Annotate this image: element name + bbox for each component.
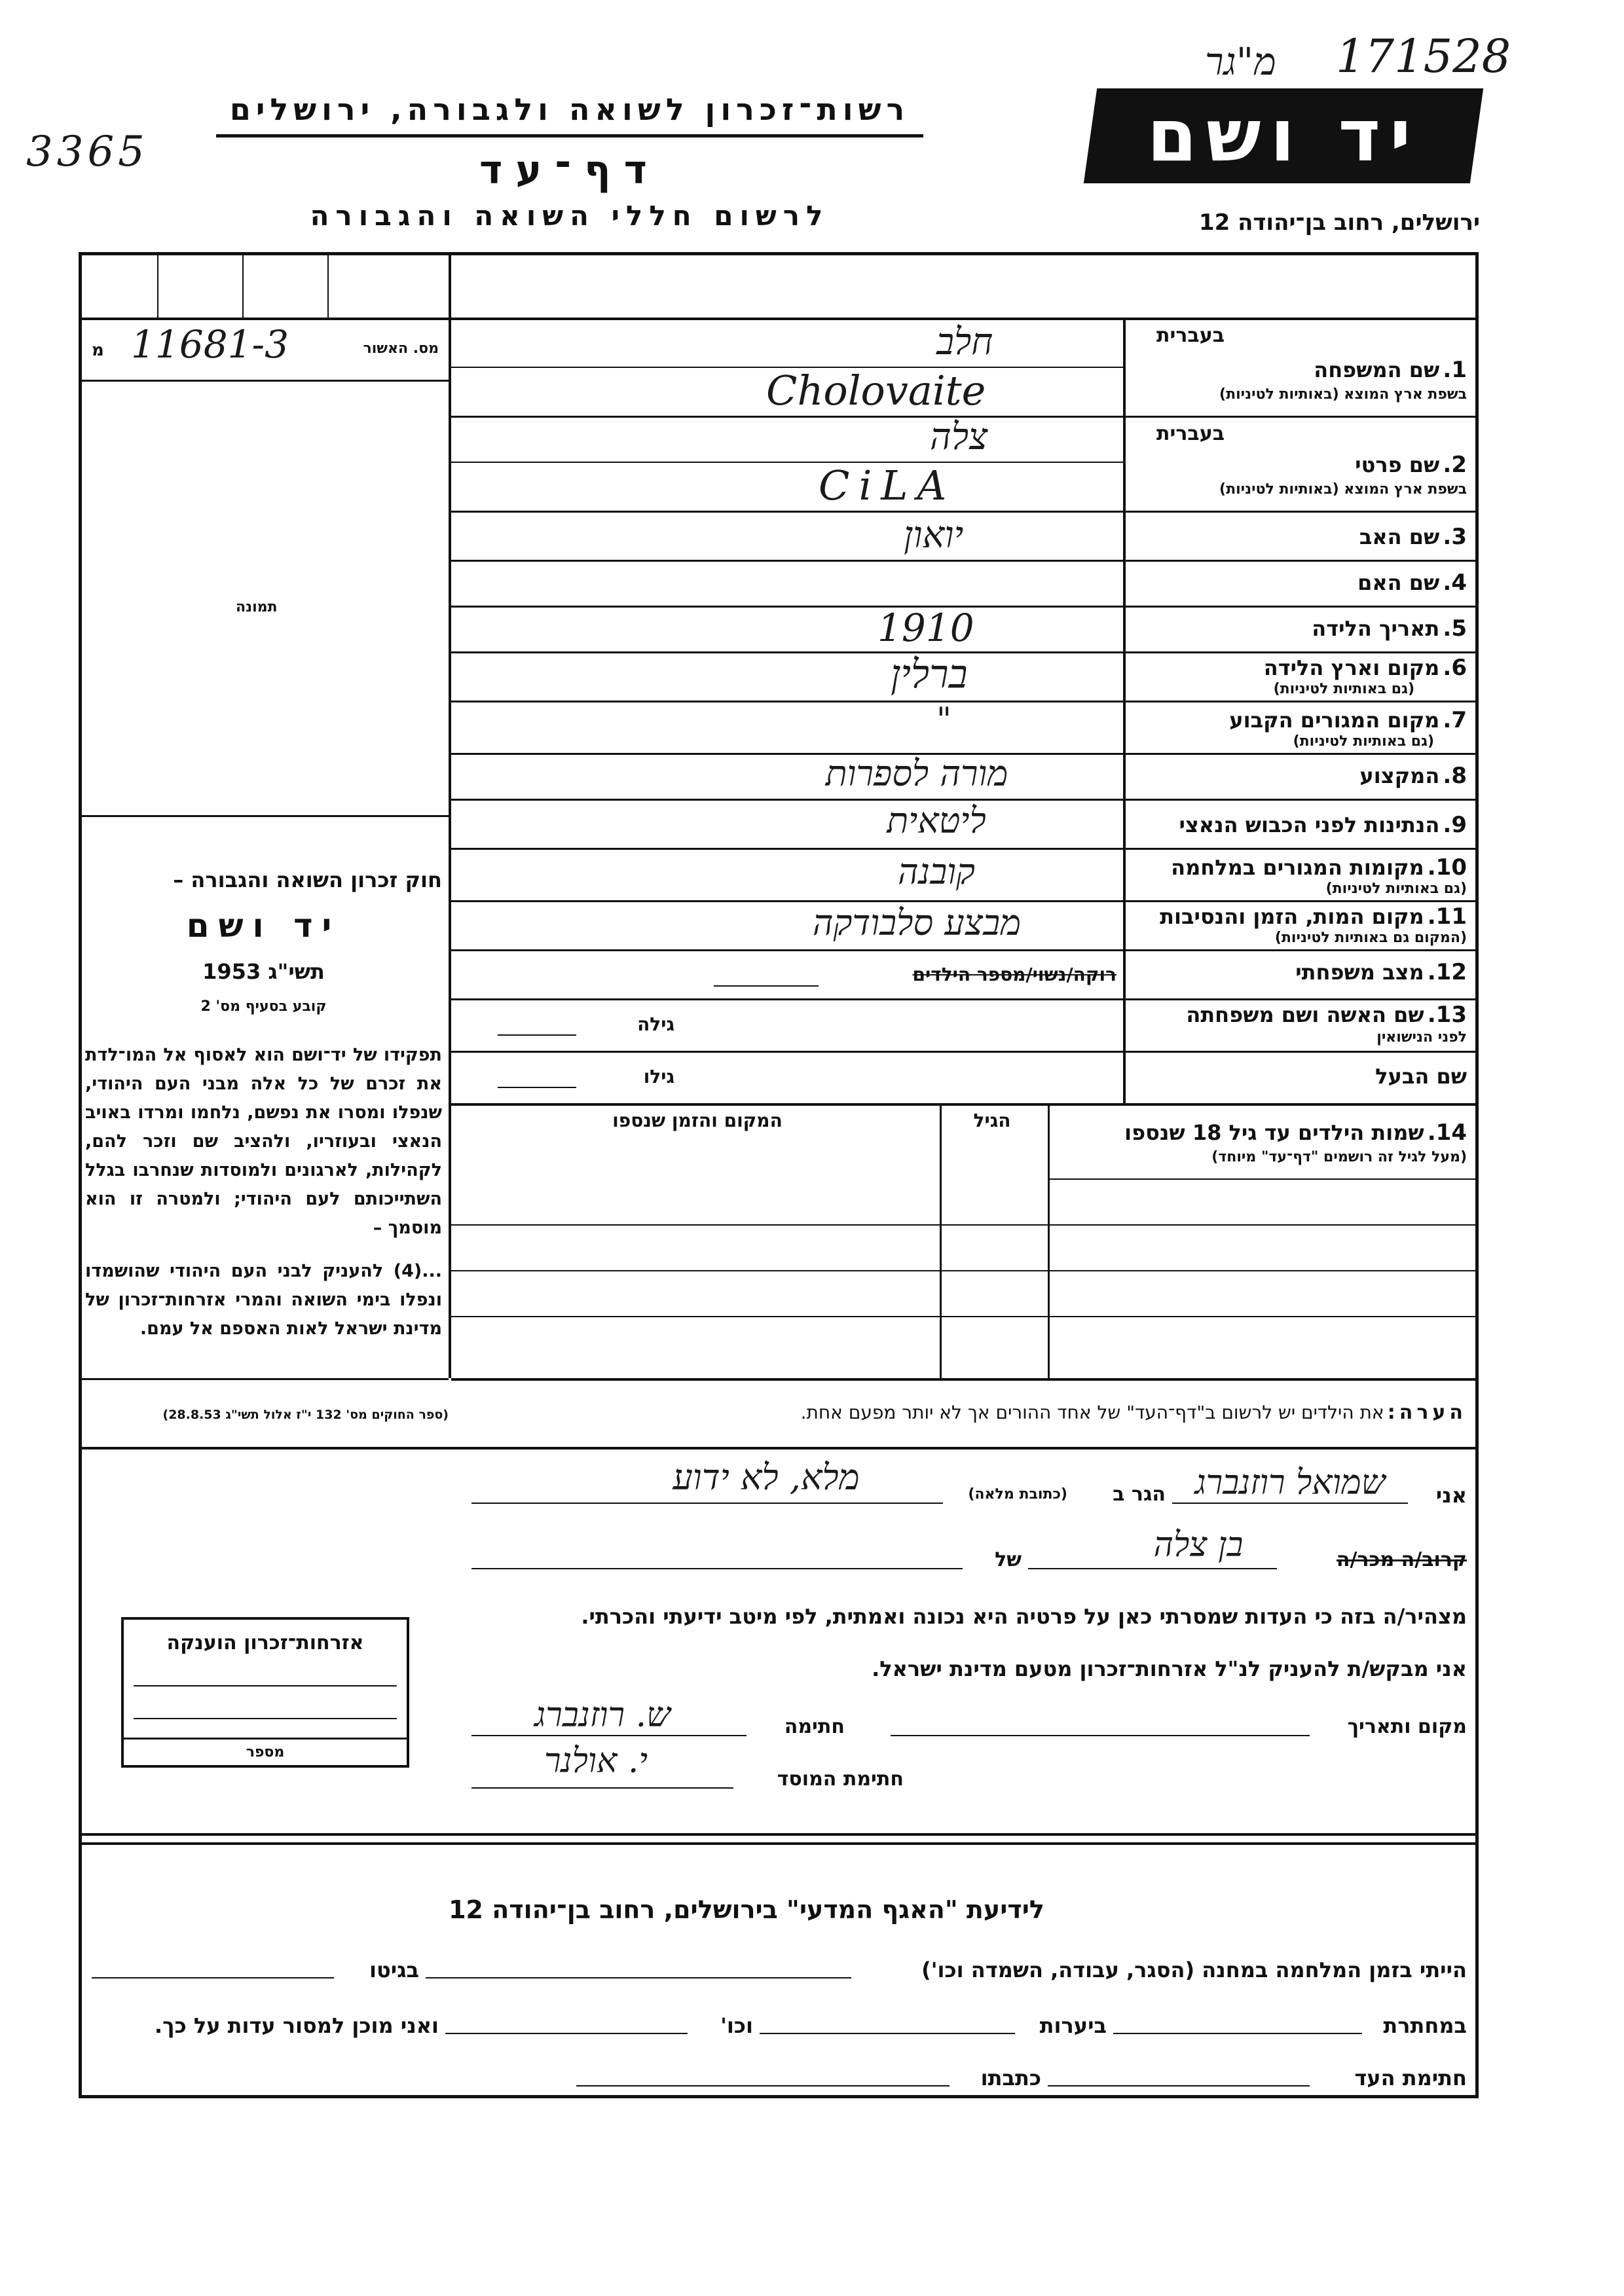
law-text-2: ...(4) להעניק לבני העם היהודי שהושמדו ונפלו בימי השואה והמרי אזרחות־זכרון של מדינת ישראל לאות האספם אל עמם. xyxy=(85,1261,442,1339)
birth-place: ברלין xyxy=(891,651,968,697)
law-title: חוק זכרון השואה והגבורה – xyxy=(173,867,442,892)
children-place-header: המקום והזמן שנספו xyxy=(612,1110,783,1131)
attestor-signature: י. אולנר xyxy=(544,1741,648,1781)
death-place-circumstances: מבצע סלבודקה xyxy=(812,902,1022,943)
field-4-label xyxy=(1133,570,1467,596)
field-7-number: 7. xyxy=(1443,707,1467,733)
field-8-label xyxy=(1133,763,1467,789)
law-source: (ספר החוקים מס' 132 י"ז אלול תשי"ג 28.8.53) xyxy=(162,1408,449,1422)
family-name-hebrew: חלב xyxy=(936,321,993,363)
field-11-label xyxy=(1133,903,1467,930)
field-6-number: 6. xyxy=(1443,655,1467,681)
field-2-label xyxy=(1133,452,1467,478)
field-14-name: שמות הילדים עד גיל 18 שנספו xyxy=(1124,1120,1424,1145)
law-year: תשי"ג 1953 xyxy=(202,959,325,984)
field-2-sublabel: בשפת ארץ המוצא (באותיות לטיניות) xyxy=(1219,481,1467,498)
field-10-name: מקומות המגורים במלחמה xyxy=(1171,855,1424,880)
marital-status: רוקה/נשוי/מספר הילדים xyxy=(912,964,1116,985)
husband-age-label: גילו xyxy=(643,1066,674,1087)
permanent-residence: " xyxy=(936,701,951,738)
first-name-hebrew: צלה xyxy=(930,416,988,458)
relative-label: קרוב/ה מכר/ה xyxy=(1336,1548,1467,1571)
field-11-sublabel: (המקום גם באותיות לטיניות) xyxy=(1274,930,1467,946)
note-text: את הילדים יש לרשום ב"דף־העד" של אחד ההורים אך לא יותר מפעם אחת. xyxy=(800,1402,1384,1423)
field-9-name: הנתינות לפני הכבוש הנאצי xyxy=(1179,812,1440,837)
field-13-label xyxy=(1133,1002,1467,1028)
law-section: קובע בסעיף מס' 2 xyxy=(200,998,327,1015)
logo-text: יד ושם xyxy=(1147,94,1420,177)
field-3-label xyxy=(1133,524,1467,550)
children-age-header: הגיל xyxy=(973,1110,1011,1131)
footer-testimony-label: ואני מוכן למסור עדות על כך. xyxy=(154,2013,439,2038)
field-10-sublabel: (גם באותיות לטיניות) xyxy=(1325,881,1467,897)
field-1-hebrew-tag: בעברית xyxy=(1156,324,1225,347)
footer-witness-signature-label: חתימת העד xyxy=(1354,2066,1467,2090)
field-14-number: 14. xyxy=(1427,1120,1467,1146)
note xyxy=(458,1401,1467,1424)
field-8-number: 8. xyxy=(1443,763,1467,789)
field-1-sublabel: בשפת ארץ המוצא (באותיות לטיניות) xyxy=(1219,386,1467,403)
field-6-name: מקום וארץ הלידה xyxy=(1263,655,1440,680)
wife-age-label: גילה xyxy=(637,1013,674,1035)
law-text-1: תפקידו של יד־ושם הוא לאסוף אל המו־לדת את זכרם של כל אלה מבני העם היהודי, שנפלו ומסרו את נפשם, נלחמו ומרדו באויב הנאצי ובעוזריו, ולהציב שם וזכר להם, לקהילות, לארגונים ולמוסדות שנחרבו בגלל השתייכותם לעם היהודי; ולמטרה זו הוא מוסמך – xyxy=(85,1045,442,1238)
footer-camp-label: הייתי בזמן המלחמה במחנה (הסגר, עבודה, השמדה וכו') xyxy=(921,1958,1467,1982)
field-12-label xyxy=(1133,959,1467,985)
statement-2: אני מבקש/ת להעניק לנ"ל אזרחות־זכרון מטעם מדינת ישראל. xyxy=(872,1656,1467,1681)
authority-name: רשות־זכרון לשואה ולגבורה, ירושלים xyxy=(229,92,910,127)
serial-mark: מ xyxy=(92,340,104,360)
field-7-name: מקום המגורים הקבוע xyxy=(1229,708,1440,733)
field-10-label xyxy=(1133,854,1467,881)
field-3-name: שם האב xyxy=(1359,524,1440,549)
signature-label: חתימה xyxy=(784,1715,845,1738)
declarant-address: מלא, לא ידוע xyxy=(673,1457,860,1498)
wartime-residence: קובנה xyxy=(898,851,975,892)
of-label: של xyxy=(995,1548,1022,1571)
declarant-name: שמואל רוזנברג xyxy=(1194,1463,1386,1503)
field-12-name: מצב משפחתי xyxy=(1295,960,1424,985)
yad-vashem-logo xyxy=(1084,88,1483,183)
field-1-number: 1. xyxy=(1443,357,1467,383)
field-4-number: 4. xyxy=(1443,570,1467,596)
memorial-citizenship-title: אזרחות־זכרון הוענקה xyxy=(166,1631,364,1654)
field-2-number: 2. xyxy=(1443,452,1467,478)
memorial-citizenship-box xyxy=(121,1617,409,1768)
place-date-label: מקום ותאריך xyxy=(1347,1715,1467,1738)
husband-label xyxy=(1133,1064,1467,1089)
field-3-number: 3. xyxy=(1443,524,1467,550)
field-6-label xyxy=(1133,655,1467,681)
footer-forests-label: ביערות xyxy=(1039,2013,1107,2038)
relation-value: בן צלה xyxy=(1153,1525,1244,1565)
field-5-label xyxy=(1133,615,1467,642)
photo-label: תמונה xyxy=(236,599,278,615)
field-13-number: 13. xyxy=(1427,1002,1467,1028)
field-9-label xyxy=(1133,812,1467,838)
field-2-name: שם פרטי xyxy=(1355,452,1440,477)
field-2-hebrew-tag: בעברית xyxy=(1156,422,1225,445)
birth-date: 1910 xyxy=(877,606,974,650)
memorial-citizenship-number: מספר xyxy=(246,1744,285,1760)
field-6-sublabel: (גם באותיות לטיניות) xyxy=(1273,681,1414,697)
husband-name: שם הבעל xyxy=(1375,1064,1467,1089)
footer-etc-label: וכו' xyxy=(720,2013,753,2038)
field-4-name: שם האם xyxy=(1357,570,1440,595)
footer-title: לידיעת "האגף המדעי" בירושלים, רחוב בן־יהודה 12 xyxy=(449,1895,1044,1924)
footer-ghetto-label: בגיטו xyxy=(369,1958,419,1982)
field-1-name: שם המשפחה xyxy=(1314,357,1440,382)
serial-number-label: מס. האשור xyxy=(363,340,439,357)
field-11-name: מקום המות, הזמן והנסיבות xyxy=(1160,904,1424,929)
field-14-sublabel: (מעל לגיל זה רושמים "דף־עד" מיוחד) xyxy=(1211,1149,1467,1165)
field-10-number: 10. xyxy=(1427,854,1467,881)
family-name-latin: Cholovaite xyxy=(766,367,986,414)
field-7-label xyxy=(1133,707,1467,733)
field-5-name: תאריך הלידה xyxy=(1312,616,1440,641)
resides-label: הגר ב xyxy=(1113,1483,1166,1506)
address: ירושלים, רחוב בן־יהודה 12 xyxy=(1198,210,1480,236)
field-5-number: 5. xyxy=(1443,615,1467,642)
top-handwritten-right: 171528 xyxy=(1336,29,1511,83)
serial-number-value: 11681-3 xyxy=(131,322,289,367)
note-label: הערה: xyxy=(1387,1401,1467,1424)
field-11-number: 11. xyxy=(1427,903,1467,930)
authority-underline xyxy=(216,134,923,137)
form-title: דף־עד xyxy=(479,147,660,193)
first-name-latin: CiLA xyxy=(819,462,956,509)
field-1-label xyxy=(1133,357,1467,383)
field-13-sublabel: לפני הנישואין xyxy=(1376,1029,1467,1046)
field-8-name: המקצוע xyxy=(1359,763,1440,788)
field-7-sublabel: (גם באותיות לטיניות) xyxy=(1293,733,1434,750)
top-handwritten-left: מ"גר xyxy=(1205,39,1276,84)
nationality: ליטאית xyxy=(887,800,986,841)
field-12-number: 12. xyxy=(1427,959,1467,985)
form-subtitle: לרשום חללי השואה והגבורה xyxy=(310,200,830,232)
footer-address-label: כתבתו xyxy=(980,2066,1041,2090)
field-9-number: 9. xyxy=(1443,812,1467,838)
father-name: יואון xyxy=(904,514,964,556)
address-sublabel: (כתובת מלאה) xyxy=(968,1486,1067,1503)
law-title-yad-vashem: יד ושם xyxy=(186,907,341,945)
declaration-ani: אני xyxy=(1435,1483,1467,1508)
field-14-label xyxy=(1054,1120,1467,1146)
declarant-signature: ש. רוזנברג xyxy=(534,1696,671,1735)
attestor-label: חתימת המוסד xyxy=(777,1768,904,1791)
footer-underground-label: במחתרת xyxy=(1383,2013,1467,2038)
profession: מורה לספרות xyxy=(825,753,1008,794)
archive-number: 3365 xyxy=(26,128,149,176)
statement-1: מצהיר/ה בזה כי העדות שמסרתי כאן על פרטיה היא נכונה ואמתית, לפי מיטב ידיעתי והכרתי. xyxy=(581,1604,1467,1629)
field-13-name: שם האשה ושם משפחתה xyxy=(1186,1002,1424,1027)
